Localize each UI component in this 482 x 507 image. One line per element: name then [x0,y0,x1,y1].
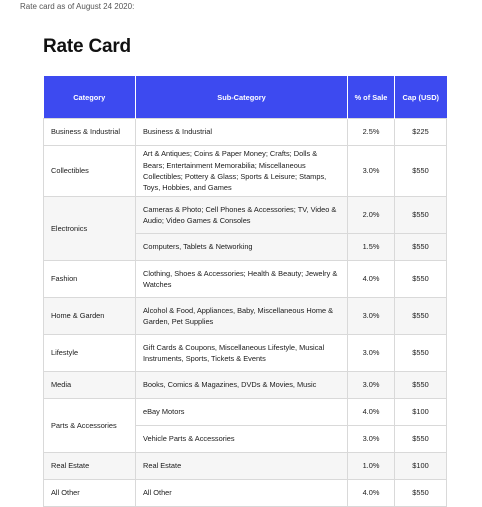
table-row [44,453,447,480]
category-cell: Fashion [44,261,136,298]
cap-cell: $550 [395,298,447,335]
percent-cell: 3.0% [348,426,395,453]
table-row [44,298,447,335]
sub-category-cell: Alcohol & Food, Appliances, Baby, Miscellaneous Home & Garden, Pet Supplies [136,298,348,335]
table-row [44,335,447,372]
category-cell: Lifestyle [44,335,136,372]
sub-category-cell: Art & Antiques; Coins & Paper Money; Crafts; Dolls & Bears; Entertainment Memorabilia; Miscellaneous Collectibles; Pottery & Glass; Sports & Leisure; Stamps, Toys, Hobbies, and Games [136,146,348,197]
header-percent-of-sale: % of Sale [348,76,395,119]
category-cell: Collectibles [44,146,136,197]
category-cell: Parts & Accessories [44,399,136,453]
table-row [44,372,447,399]
category-cell: Real Estate [44,453,136,480]
percent-cell: 2.5% [348,119,395,146]
category-cell: Electronics [44,197,136,261]
table-row [44,146,447,197]
percent-cell: 3.0% [348,146,395,197]
table-row [44,119,447,146]
category-cell: Business & Industrial [44,119,136,146]
category-cell: All Other [44,480,136,507]
percent-cell: 3.0% [348,298,395,335]
table-row [44,197,447,234]
percent-cell: 4.0% [348,480,395,507]
rate-card-date-note: Rate card as of August 24 2020: [20,2,135,11]
header-cap-usd: Cap (USD) [395,76,447,119]
page-title: Rate Card [43,36,131,57]
percent-cell: 4.0% [348,261,395,298]
cap-cell: $550 [395,372,447,399]
rate-card-table [43,76,447,507]
percent-cell: 4.0% [348,399,395,426]
sub-category-cell: Business & Industrial [136,119,348,146]
category-cell: Home & Garden [44,298,136,335]
sub-category-cell: Books, Comics & Magazines, DVDs & Movies, Music [136,372,348,399]
sub-category-cell: Gift Cards & Coupons, Miscellaneous Lifestyle, Musical Instruments, Sports, Tickets & Events [136,335,348,372]
cap-cell: $550 [395,426,447,453]
table-header-row [44,76,447,119]
table-row [44,261,447,298]
cap-cell: $550 [395,234,447,261]
percent-cell: 2.0% [348,197,395,234]
sub-category-cell: Vehicle Parts & Accessories [136,426,348,453]
percent-cell: 3.0% [348,335,395,372]
cap-cell: $550 [395,146,447,197]
cap-cell: $550 [395,480,447,507]
percent-cell: 1.5% [348,234,395,261]
header-category: Category [44,76,136,119]
sub-category-cell: eBay Motors [136,399,348,426]
cap-cell: $100 [395,399,447,426]
header-sub-category: Sub-Category [136,76,348,119]
cap-cell: $550 [395,197,447,234]
sub-category-cell: Cameras & Photo; Cell Phones & Accessories; TV, Video & Audio; Video Games & Consoles [136,197,348,234]
table-row [44,480,447,507]
sub-category-cell: Computers, Tablets & Networking [136,234,348,261]
cap-cell: $550 [395,335,447,372]
percent-cell: 1.0% [348,453,395,480]
cap-cell: $225 [395,119,447,146]
sub-category-cell: Real Estate [136,453,348,480]
table-row [44,399,447,426]
sub-category-cell: Clothing, Shoes & Accessories; Health & Beauty; Jewelry & Watches [136,261,348,298]
percent-cell: 3.0% [348,372,395,399]
category-cell: Media [44,372,136,399]
cap-cell: $100 [395,453,447,480]
sub-category-cell: All Other [136,480,348,507]
cap-cell: $550 [395,261,447,298]
